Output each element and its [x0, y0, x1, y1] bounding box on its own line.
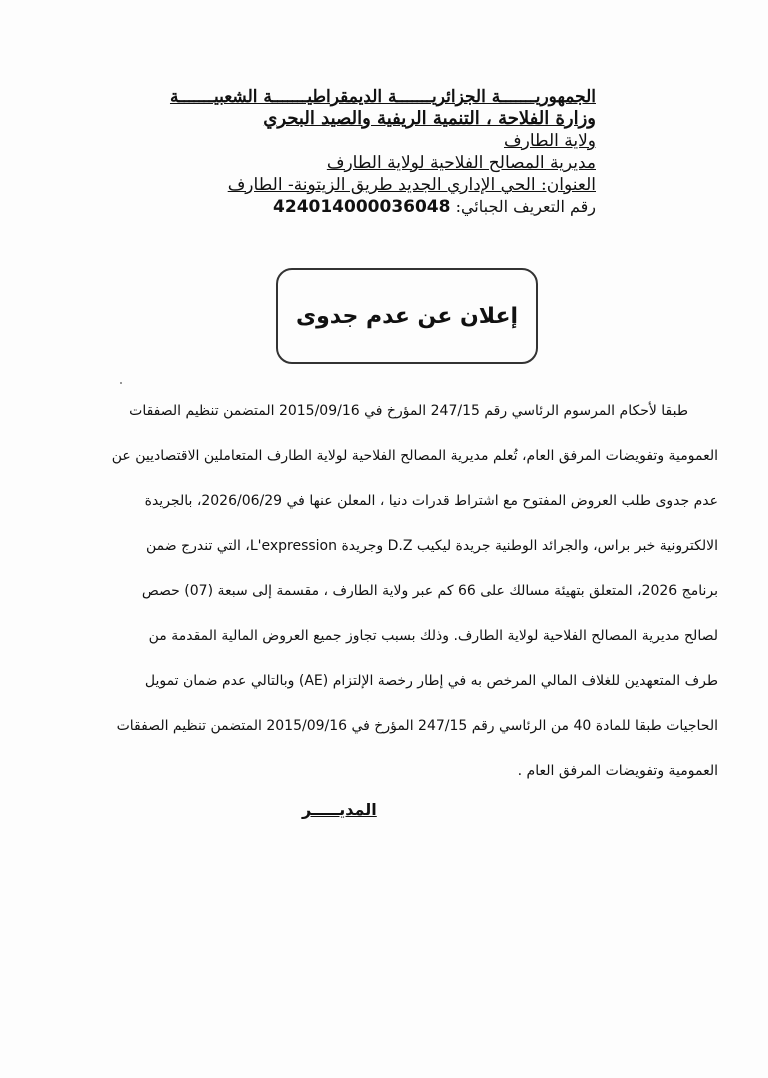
ministry-name: وزارة الفلاحة ، التنمية الريفية والصيد البحري	[263, 108, 596, 129]
signature-title: المديـــــر	[302, 800, 377, 819]
tax-id-value: 424014000036048	[273, 197, 451, 217]
announcement-title: إعلان عن عدم جدوى	[295, 303, 519, 329]
body-line: طرف المتعهدين للغلاف المالي المرخص به في إطار رخصة الإلتزام (AE) وبالتالي عدم ضمان تمويل	[144, 673, 718, 689]
republic-name: الجمهوريـــــــة الجزائريـــــــة الديمقراطيـــــــة الشعبيـــــــة	[169, 87, 596, 107]
tax-id-label: رقم التعريف الجبائي:	[455, 197, 596, 216]
body-line: الحاجيات طبقا للمادة 40 من الرئاسي رقم 247/15 المؤرخ في 2015/09/16 المتضمن تنظيم الصفقات	[116, 718, 718, 734]
address-line: العنوان: الحي الإداري الجديد طريق الزيتونة- الطارف	[227, 175, 596, 195]
body-line: عدم جدوى طلب العروض المفتوح مع اشتراط قدرات دنيا ، المعلن عنها في 2026/06/29، بالجريدة	[144, 493, 718, 509]
letterhead	[136, 86, 596, 218]
body-line: الالكترونية خبر براس، والجرائد الوطنية جريدة ليكيب D.Z وجريدة L'expression، التي تندرج ضمن	[146, 538, 718, 554]
body-line: برنامج 2026، المتعلق بتهيئة مسالك على 66 كم عبر ولاية الطارف ، مقسمة إلى سبعة (07) حصص	[141, 583, 718, 599]
scan-speck	[120, 382, 122, 384]
tax-id-line	[136, 196, 596, 218]
wilaya-name: ولاية الطارف	[503, 131, 596, 151]
directorate-name: مديرية المصالح الفلاحية لولاية الطارف	[326, 153, 596, 173]
body-line: العمومية وتفويضات المرفق العام، تُعلم مديرية المصالح الفلاحية لولاية الطارف المتعاملين الاقتصاديين عن	[111, 448, 718, 464]
body-line: لصالح مديرية المصالح الفلاحية لولاية الطارف. وذلك بسبب تجاوز جميع العروض المالية المقدمة من	[148, 628, 718, 644]
announcement-title-box	[276, 268, 538, 364]
announcement-body	[62, 397, 718, 802]
body-line: العمومية وتفويضات المرفق العام .	[517, 763, 718, 779]
body-line: طبقا لأحكام المرسوم الرئاسي رقم 247/15 المؤرخ في 2015/09/16 المتضمن تنظيم الصفقات	[129, 403, 688, 419]
